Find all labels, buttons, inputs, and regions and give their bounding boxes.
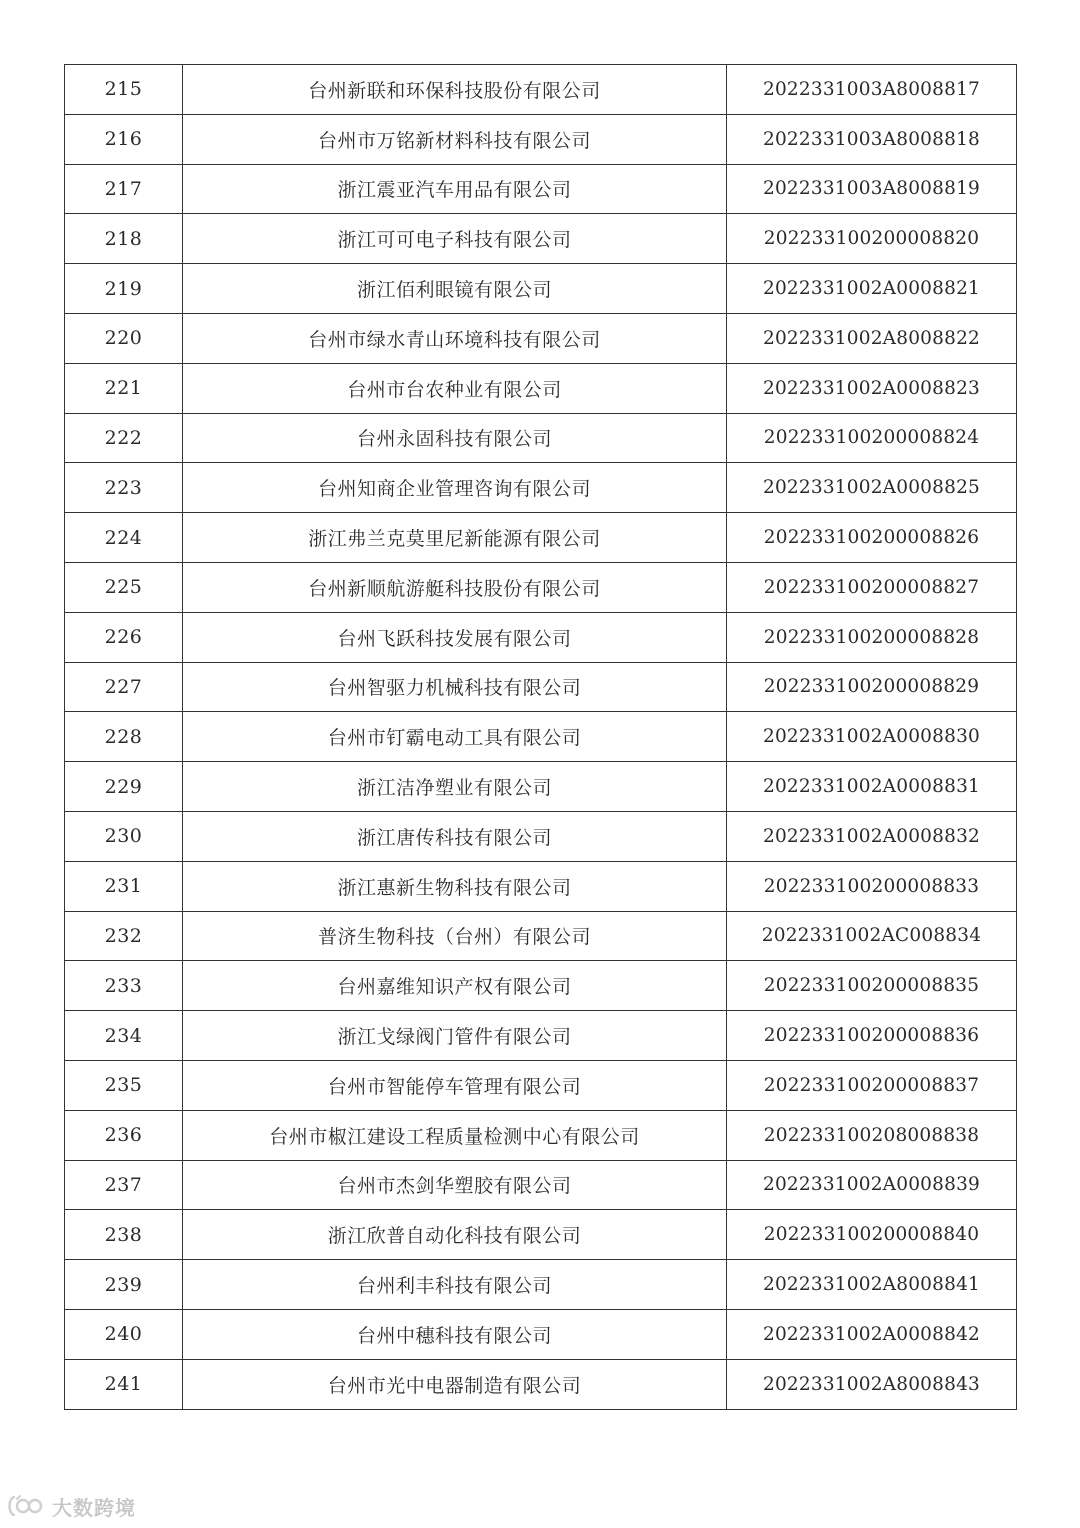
company-name-cell: 浙江惠新生物科技有限公司 [183,861,727,911]
table-row [65,463,1017,513]
company-name-cell: 台州智驱力机械科技有限公司 [183,662,727,712]
table-row [65,214,1017,264]
registration-code-cell: 202233100200008828 [727,612,1017,662]
row-number-cell: 238 [65,1210,183,1260]
registration-code-cell: 2022331003A8008818 [727,114,1017,164]
company-list-table [64,64,1017,1410]
table-row [65,1260,1017,1310]
table-row [65,1210,1017,1260]
company-name-cell: 台州知商企业管理咨询有限公司 [183,463,727,513]
row-number-cell: 227 [65,662,183,712]
registration-code-cell: 202233100200008820 [727,214,1017,264]
registration-code-cell: 2022331003A8008819 [727,164,1017,214]
company-name-cell: 台州市椒江建设工程质量检测中心有限公司 [183,1110,727,1160]
row-number-cell: 237 [65,1160,183,1210]
company-name-cell: 浙江佰利眼镜有限公司 [183,264,727,314]
table-row [65,1011,1017,1061]
row-number-cell: 236 [65,1110,183,1160]
row-number-cell: 229 [65,762,183,812]
table-row [65,1359,1017,1409]
registration-code-cell: 202233100200008833 [727,861,1017,911]
table-row [65,612,1017,662]
row-number-cell: 235 [65,1060,183,1110]
registration-code-cell: 2022331002A0008823 [727,363,1017,413]
table-row [65,1110,1017,1160]
registration-code-cell: 2022331002A0008842 [727,1309,1017,1359]
registration-code-cell: 202233100208008838 [727,1110,1017,1160]
table-body [65,65,1017,1410]
table-row [65,662,1017,712]
table-row [65,861,1017,911]
company-name-cell: 浙江弗兰克莫里尼新能源有限公司 [183,513,727,563]
company-name-cell: 浙江震亚汽车用品有限公司 [183,164,727,214]
company-name-cell: 浙江欣普自动化科技有限公司 [183,1210,727,1260]
registration-code-cell: 2022331002A0008825 [727,463,1017,513]
watermark [6,1490,136,1522]
row-number-cell: 218 [65,214,183,264]
table-row [65,114,1017,164]
registration-code-cell: 2022331002AC008834 [727,911,1017,961]
registration-code-cell: 202233100200008827 [727,562,1017,612]
table-row [65,911,1017,961]
row-number-cell: 228 [65,712,183,762]
company-name-cell: 台州嘉维知识产权有限公司 [183,961,727,1011]
company-name-cell: 台州市台农种业有限公司 [183,363,727,413]
row-number-cell: 225 [65,562,183,612]
company-name-cell: 浙江戈绿阀门管件有限公司 [183,1011,727,1061]
company-list-table-container [64,64,1015,1410]
row-number-cell: 223 [65,463,183,513]
table-row [65,811,1017,861]
table-row [65,65,1017,115]
row-number-cell: 220 [65,313,183,363]
registration-code-cell: 2022331003A8008817 [727,65,1017,115]
registration-code-cell: 2022331002A8008843 [727,1359,1017,1409]
registration-code-cell: 2022331002A8008822 [727,313,1017,363]
table-row [65,264,1017,314]
registration-code-cell: 202233100200008824 [727,413,1017,463]
company-name-cell: 浙江唐传科技有限公司 [183,811,727,861]
row-number-cell: 232 [65,911,183,961]
company-name-cell: 台州永固科技有限公司 [183,413,727,463]
company-name-cell: 台州新顺航游艇科技股份有限公司 [183,562,727,612]
company-name-cell: 浙江洁净塑业有限公司 [183,762,727,812]
company-name-cell: 台州市光中电器制造有限公司 [183,1359,727,1409]
table-row [65,961,1017,1011]
registration-code-cell: 202233100200008837 [727,1060,1017,1110]
row-number-cell: 230 [65,811,183,861]
row-number-cell: 216 [65,114,183,164]
registration-code-cell: 2022331002A8008841 [727,1260,1017,1310]
company-name-cell: 台州市绿水青山环境科技有限公司 [183,313,727,363]
table-row [65,562,1017,612]
row-number-cell: 219 [65,264,183,314]
row-number-cell: 241 [65,1359,183,1409]
watermark-text: 大数跨境 [52,1495,136,1520]
company-name-cell: 浙江可可电子科技有限公司 [183,214,727,264]
company-name-cell: 台州中穗科技有限公司 [183,1309,727,1359]
company-name-cell: 台州飞跃科技发展有限公司 [183,612,727,662]
row-number-cell: 231 [65,861,183,911]
company-name-cell: 台州市智能停车管理有限公司 [183,1060,727,1110]
registration-code-cell: 202233100200008829 [727,662,1017,712]
registration-code-cell: 202233100200008826 [727,513,1017,563]
company-name-cell: 台州市杰剑华塑胶有限公司 [183,1160,727,1210]
company-name-cell: 台州市钉霸电动工具有限公司 [183,712,727,762]
row-number-cell: 226 [65,612,183,662]
table-row [65,712,1017,762]
registration-code-cell: 202233100200008835 [727,961,1017,1011]
table-row [65,1309,1017,1359]
table-row [65,313,1017,363]
registration-code-cell: 2022331002A0008831 [727,762,1017,812]
row-number-cell: 239 [65,1260,183,1310]
table-row [65,513,1017,563]
row-number-cell: 217 [65,164,183,214]
registration-code-cell: 2022331002A0008830 [727,712,1017,762]
company-name-cell: 台州利丰科技有限公司 [183,1260,727,1310]
registration-code-cell: 202233100200008840 [727,1210,1017,1260]
row-number-cell: 221 [65,363,183,413]
brand-logo-icon [6,1493,46,1519]
registration-code-cell: 2022331002A0008821 [727,264,1017,314]
table-row [65,413,1017,463]
table-row [65,1060,1017,1110]
row-number-cell: 224 [65,513,183,563]
row-number-cell: 240 [65,1309,183,1359]
registration-code-cell: 2022331002A0008832 [727,811,1017,861]
table-row [65,164,1017,214]
row-number-cell: 222 [65,413,183,463]
registration-code-cell: 2022331002A0008839 [727,1160,1017,1210]
row-number-cell: 234 [65,1011,183,1061]
row-number-cell: 215 [65,65,183,115]
registration-code-cell: 202233100200008836 [727,1011,1017,1061]
company-name-cell: 台州市万铭新材料科技有限公司 [183,114,727,164]
company-name-cell: 台州新联和环保科技股份有限公司 [183,65,727,115]
table-row [65,1160,1017,1210]
table-row [65,363,1017,413]
company-name-cell: 普济生物科技（台州）有限公司 [183,911,727,961]
row-number-cell: 233 [65,961,183,1011]
table-row [65,762,1017,812]
